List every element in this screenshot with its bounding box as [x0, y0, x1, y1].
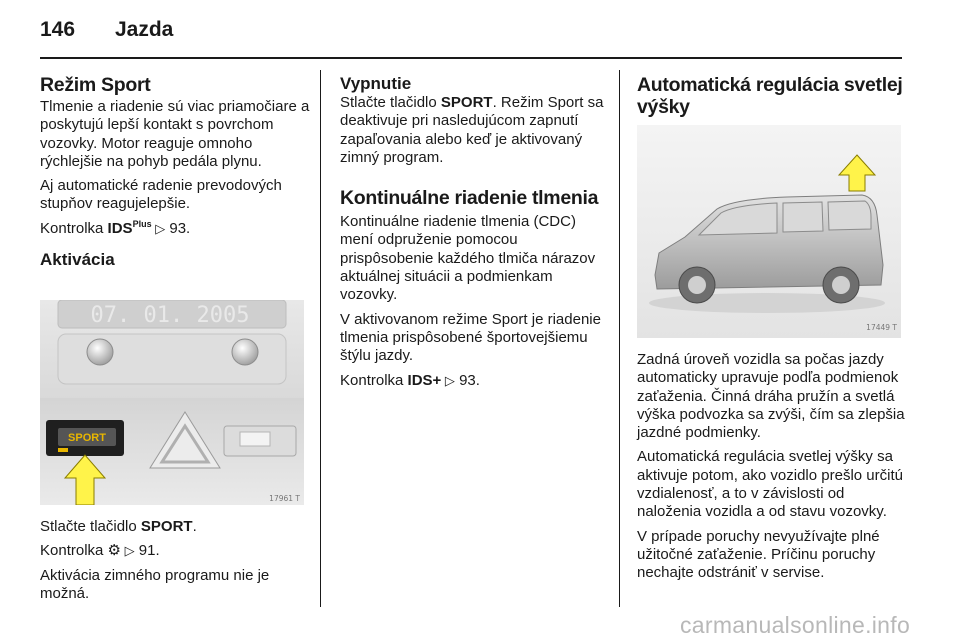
column-3-body	[637, 351, 907, 589]
paragraph: Aj automatické radenie prevodových stupňov reagujelepšie.	[40, 177, 282, 213]
dashboard-illustration	[40, 300, 304, 505]
sport-button-figure	[40, 300, 304, 505]
page-ref: 93.	[165, 219, 191, 237]
column-3	[637, 74, 907, 120]
section-title-level-control: Automatická regulácia svetlej výšky	[637, 74, 903, 118]
column-divider-2	[619, 70, 620, 607]
ids-plus-label: IDS+	[407, 371, 442, 389]
paragraph: Kontinuálne riadenie tlmenia (CDC) mení odpruženie pomocou prispôsobenie každého tlmiča nárazov aktuálnej situácii a podmienkam vozovky.	[340, 213, 596, 304]
subtitle-deactivation: Vypnutie	[340, 74, 412, 93]
ref-arrow-icon: ▷	[441, 372, 455, 388]
ids-plus-sup: Plus	[132, 218, 152, 229]
ref-arrow-icon: ▷	[151, 220, 166, 236]
left-knob	[87, 339, 113, 365]
paragraph-press-sport	[40, 518, 312, 536]
page-number: 146	[40, 18, 76, 41]
section-title-cdc: Kontinuálne riadenie tlmenia	[340, 187, 599, 210]
warning-gear-icon: ⚙	[107, 542, 121, 560]
text: . Režim Sport sa deaktivuje pri nasledujúcom zapnutí zapaľovania alebo keď je aktivovaný zimný program.	[340, 94, 604, 166]
sport-button-label: SPORT	[68, 432, 106, 444]
car-level-figure	[637, 125, 901, 338]
column-1	[40, 74, 312, 270]
chapter-title: Jazda	[115, 18, 174, 41]
text: Stlačte tlačidlo	[40, 518, 141, 535]
car-illustration	[637, 125, 901, 338]
paragraph-ids-ref	[340, 372, 608, 390]
column-2	[340, 74, 608, 396]
figure-code: 17961 T	[269, 494, 300, 503]
header-rule	[40, 57, 902, 59]
paragraph: Automatická regulácia svetlej výšky sa aktivuje potom, ako vozidlo prešlo určitú vzdialenosť, a to v závislosti od naloženia vozidla a od stavu vozovky.	[637, 448, 903, 521]
page-ref: 91.	[134, 542, 160, 560]
ref-arrow-icon: ▷	[121, 543, 135, 559]
text: Kontrolka	[340, 371, 408, 389]
ids-label: IDS	[107, 219, 133, 237]
section-title-sport: Režim Sport	[40, 74, 151, 96]
paragraph-indicator-ref	[40, 542, 312, 560]
subtitle-activation: Aktivácia	[40, 250, 115, 270]
paragraph: Aktivácia zimného programu nie je možná.	[40, 566, 270, 602]
watermark: carmanualsonline.info	[680, 612, 911, 638]
paragraph: Tlmenie a riadenie sú viac priamočiare a poskytujú lepší kontakt s povrchom vozovky. Motor reaguje omnoho rýchlejšie na pohyb pedála plynu.	[40, 98, 310, 170]
sport-label: SPORT	[140, 518, 193, 535]
sport-led	[58, 448, 68, 452]
paragraph-ids-ref	[40, 220, 312, 238]
text: Kontrolka	[40, 219, 108, 237]
page-ref: 93.	[454, 371, 480, 389]
text: Kontrolka	[40, 542, 108, 560]
column-divider-1	[320, 70, 321, 607]
column-1-bottom	[40, 518, 312, 609]
page-header	[40, 18, 910, 50]
paragraph: V aktivovanom režime Sport je riadenie tlmenia prispôsobené športovejšiemu štýlu jazdy.	[340, 310, 601, 365]
text: Stlačte tlačidlo	[340, 94, 441, 111]
paragraph: Zadná úroveň vozidla sa počas jazdy automaticky upravuje podľa podmienok zaťaženia. Činná dráha pružín a svetlá výška podvozka sa zvýši, čím sa zlepšia jazdné podmienky.	[637, 351, 905, 442]
figure-code: 17449 T	[866, 323, 897, 332]
text: .	[192, 518, 197, 535]
paragraph-deactivation	[340, 94, 608, 167]
right-knob	[232, 339, 258, 365]
clock-display: 07. 01. 2005	[90, 303, 250, 328]
sport-label: SPORT	[440, 94, 493, 111]
paragraph: V prípade poruchy nevyužívajte plné užitočné zaťaženie. Príčinu poruchy nechajte odstrániť v servise.	[637, 527, 880, 582]
